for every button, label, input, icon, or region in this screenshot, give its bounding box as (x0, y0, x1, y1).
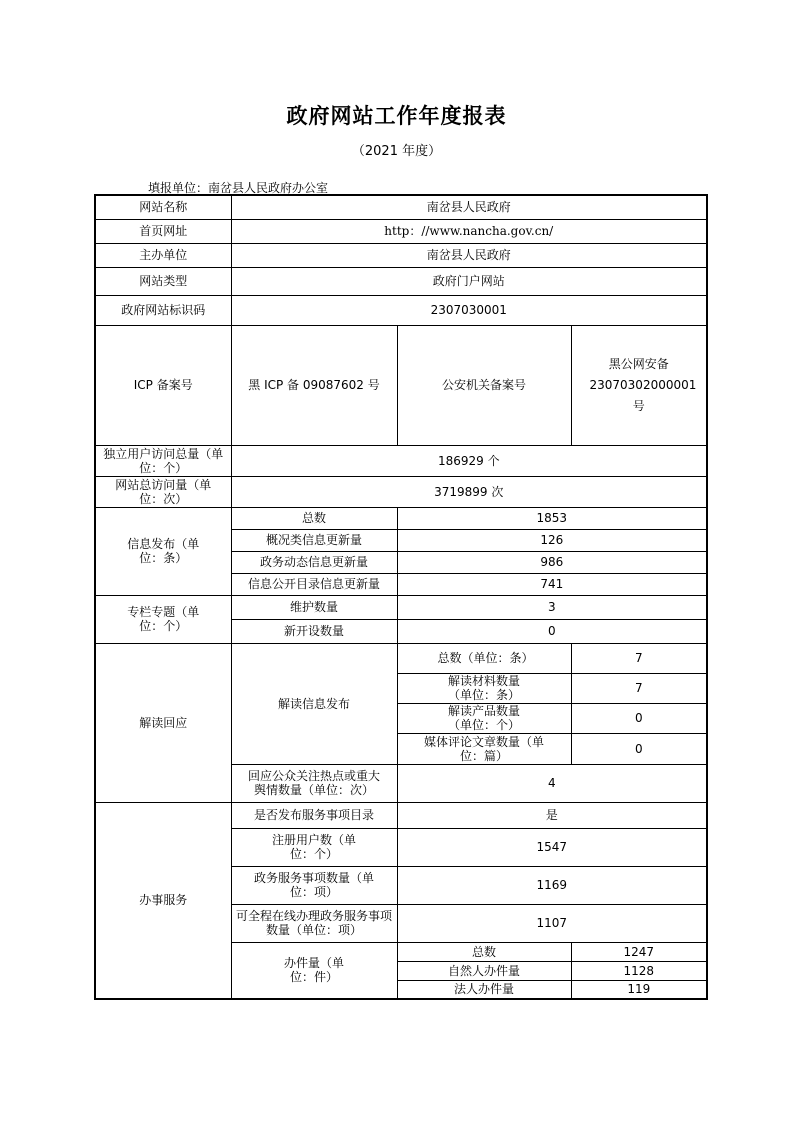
services-label: 办事服务 (95, 802, 231, 999)
info-item-label: 政务动态信息更新量 (231, 551, 397, 573)
service-item-label: 政务服务事项数量（单位：项） (231, 866, 397, 904)
response-label: 回应公众关注热点或重大舆情数量（单位：次） (231, 764, 397, 802)
volume-item-label: 法人办件量 (397, 980, 571, 999)
filling-unit: 填报单位：南岔县人民政府办公室 (148, 181, 329, 195)
row-total-visits (95, 476, 707, 507)
interpret-item-label: 总数（单位：条） (397, 643, 571, 673)
interpret-publish-label: 解读信息发布 (231, 643, 397, 764)
row-interpret-total (95, 643, 707, 673)
volume-item-label: 自然人办件量 (397, 961, 571, 980)
report-year: （2021 年度） (351, 144, 442, 159)
info-item-label: 概况类信息更新量 (231, 529, 397, 551)
interpret-item-label: 媒体评论文章数量（单位：篇） (397, 733, 571, 764)
site-type-value: 政府门户网站 (231, 267, 707, 295)
info-item-value: 986 (397, 551, 707, 573)
row-sponsor (95, 243, 707, 267)
row-info-total (95, 507, 707, 529)
police-record-label: 公安机关备案号 (397, 325, 571, 445)
row-site-name (95, 195, 707, 219)
volume-item-label: 总数 (397, 942, 571, 961)
row-icp (95, 325, 707, 445)
sponsor-value: 南岔县人民政府 (231, 243, 707, 267)
interpret-item-value: 0 (571, 733, 707, 764)
info-item-label: 信息公开目录信息更新量 (231, 573, 397, 595)
unique-visitors-label: 独立用户访问总量（单位：个） (95, 445, 231, 476)
service-item-label: 是否发布服务事项目录 (231, 802, 397, 828)
site-name-label: 网站名称 (95, 195, 231, 219)
interpret-item-label: 解读产品数量（单位：个） (397, 703, 571, 733)
interpret-label: 解读回应 (95, 643, 231, 802)
service-item-value: 是 (397, 802, 707, 828)
service-item-label: 可全程在线办理政务服务事项数量（单位：项） (231, 904, 397, 942)
site-id-label: 政府网站标识码 (95, 295, 231, 325)
row-site-id (95, 295, 707, 325)
unique-visitors-value: 186929 个 (231, 445, 707, 476)
info-item-value: 1853 (397, 507, 707, 529)
site-type-label: 网站类型 (95, 267, 231, 295)
volume-item-value: 1128 (571, 961, 707, 980)
report-title: 政府网站工作年度报表 (286, 104, 507, 128)
columns-label: 专栏专题（单位：个） (95, 595, 231, 643)
total-visits-label: 网站总访问量（单位：次） (95, 476, 231, 507)
row-service-catalog (95, 802, 707, 828)
columns-item-value: 3 (397, 595, 707, 619)
sponsor-label: 主办单位 (95, 243, 231, 267)
columns-item-label: 维护数量 (231, 595, 397, 619)
volume-item-value: 1247 (571, 942, 707, 961)
home-url-label: 首页网址 (95, 219, 231, 243)
service-item-label: 注册用户数（单位：个） (231, 828, 397, 866)
police-record-value: 黑公网安备23070302000001号 (571, 325, 707, 445)
icp-label: ICP 备案号 (95, 325, 231, 445)
interpret-item-value: 7 (571, 673, 707, 703)
icp-value: 黑 ICP 备 09087602 号 (231, 325, 397, 445)
service-item-value: 1547 (397, 828, 707, 866)
home-url-value: http：//www.nancha.gov.cn/ (231, 219, 707, 243)
service-item-value: 1107 (397, 904, 707, 942)
columns-item-label: 新开设数量 (231, 619, 397, 643)
site-id-value: 2307030001 (231, 295, 707, 325)
interpret-item-label: 解读材料数量（单位：条） (397, 673, 571, 703)
columns-item-value: 0 (397, 619, 707, 643)
total-visits-value: 3719899 次 (231, 476, 707, 507)
row-columns-maintained (95, 595, 707, 619)
response-value: 4 (397, 764, 707, 802)
row-unique-visitors (95, 445, 707, 476)
site-name-value: 南岔县人民政府 (231, 195, 707, 219)
info-publish-label: 信息发布（单位：条） (95, 507, 231, 595)
volume-label: 办件量（单位：件） (231, 942, 397, 999)
volume-item-value: 119 (571, 980, 707, 999)
row-home-url (95, 219, 707, 243)
interpret-item-value: 0 (571, 703, 707, 733)
info-item-value: 741 (397, 573, 707, 595)
interpret-item-value: 7 (571, 643, 707, 673)
info-item-value: 126 (397, 529, 707, 551)
service-item-value: 1169 (397, 866, 707, 904)
row-site-type (95, 267, 707, 295)
info-item-label: 总数 (231, 507, 397, 529)
report-table (94, 194, 708, 1000)
